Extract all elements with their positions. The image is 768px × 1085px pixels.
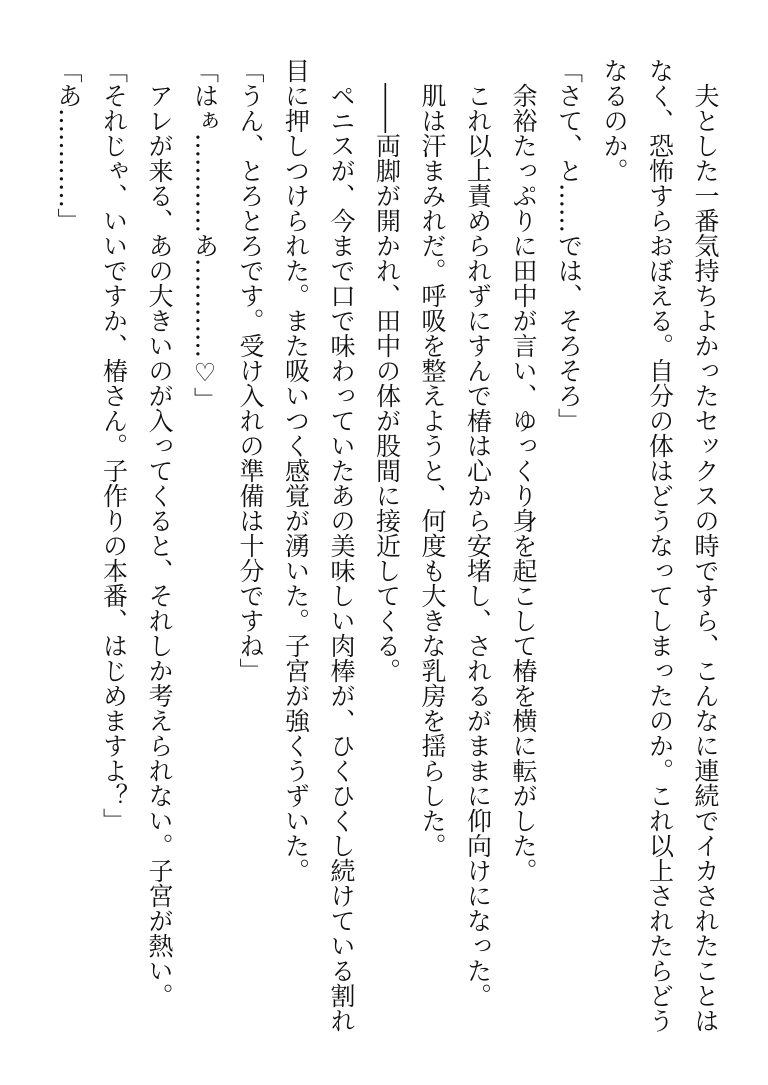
paragraph-narration-3: これ以上責められずにすんで椿は心から安堵し、されるがままに仰向けになった。 [463,58,493,1008]
paragraph-narration-4: 肌は汗まみれだ。呼吸を整えようと、何度も大きな乳房を揺らした。 [418,58,447,858]
paragraph-dialogue-3: 「はぁ…………あ…………♡」 [190,58,220,412]
paragraph-narration-5: ――両脚が開かれ、田中の体が股間に接近してくる。 [372,58,402,683]
paragraph-narration-2: 余裕たっぷりに田中が言い、ゆっくり身を起こして椿を横に転がした。 [509,58,538,883]
vertical-text-body [46,58,729,1053]
paragraph-narration-6: ペニスが、今まで口で味わっていたあの美味しい肉棒が、ひくひくし続けている割れ目に押しつけられた。また吸いつく感覚が湧いた。子宮が強くうずいた。 [281,58,356,1033]
paragraph-narration-7: アレが来る、あの大きいのが入ってくると、それしか考えられない。子宮が熱い。 [145,58,174,1008]
paragraph-dialogue-5: 「あ…………」 [54,58,83,233]
paragraph-dialogue-2: 「うん、とろとろです。受け入れの準備は十分ですね」 [236,58,265,683]
paragraph-dialogue-1: 「さて、と……では、そろそろ」 [554,58,584,433]
paragraph-dialogue-4: 「それじゃ、いいですか、椿さん。子作りの本番、はじめますよ？」 [99,58,129,833]
paragraph-narration-1: 夫とした一番気持ちよかったセックスの時ですら、こんなに連続でイカされたことはなく、恐怖すらおぼえる。自分の体はどうなってしまったのか。これ以上されたらどうなるのか。 [600,58,720,1033]
